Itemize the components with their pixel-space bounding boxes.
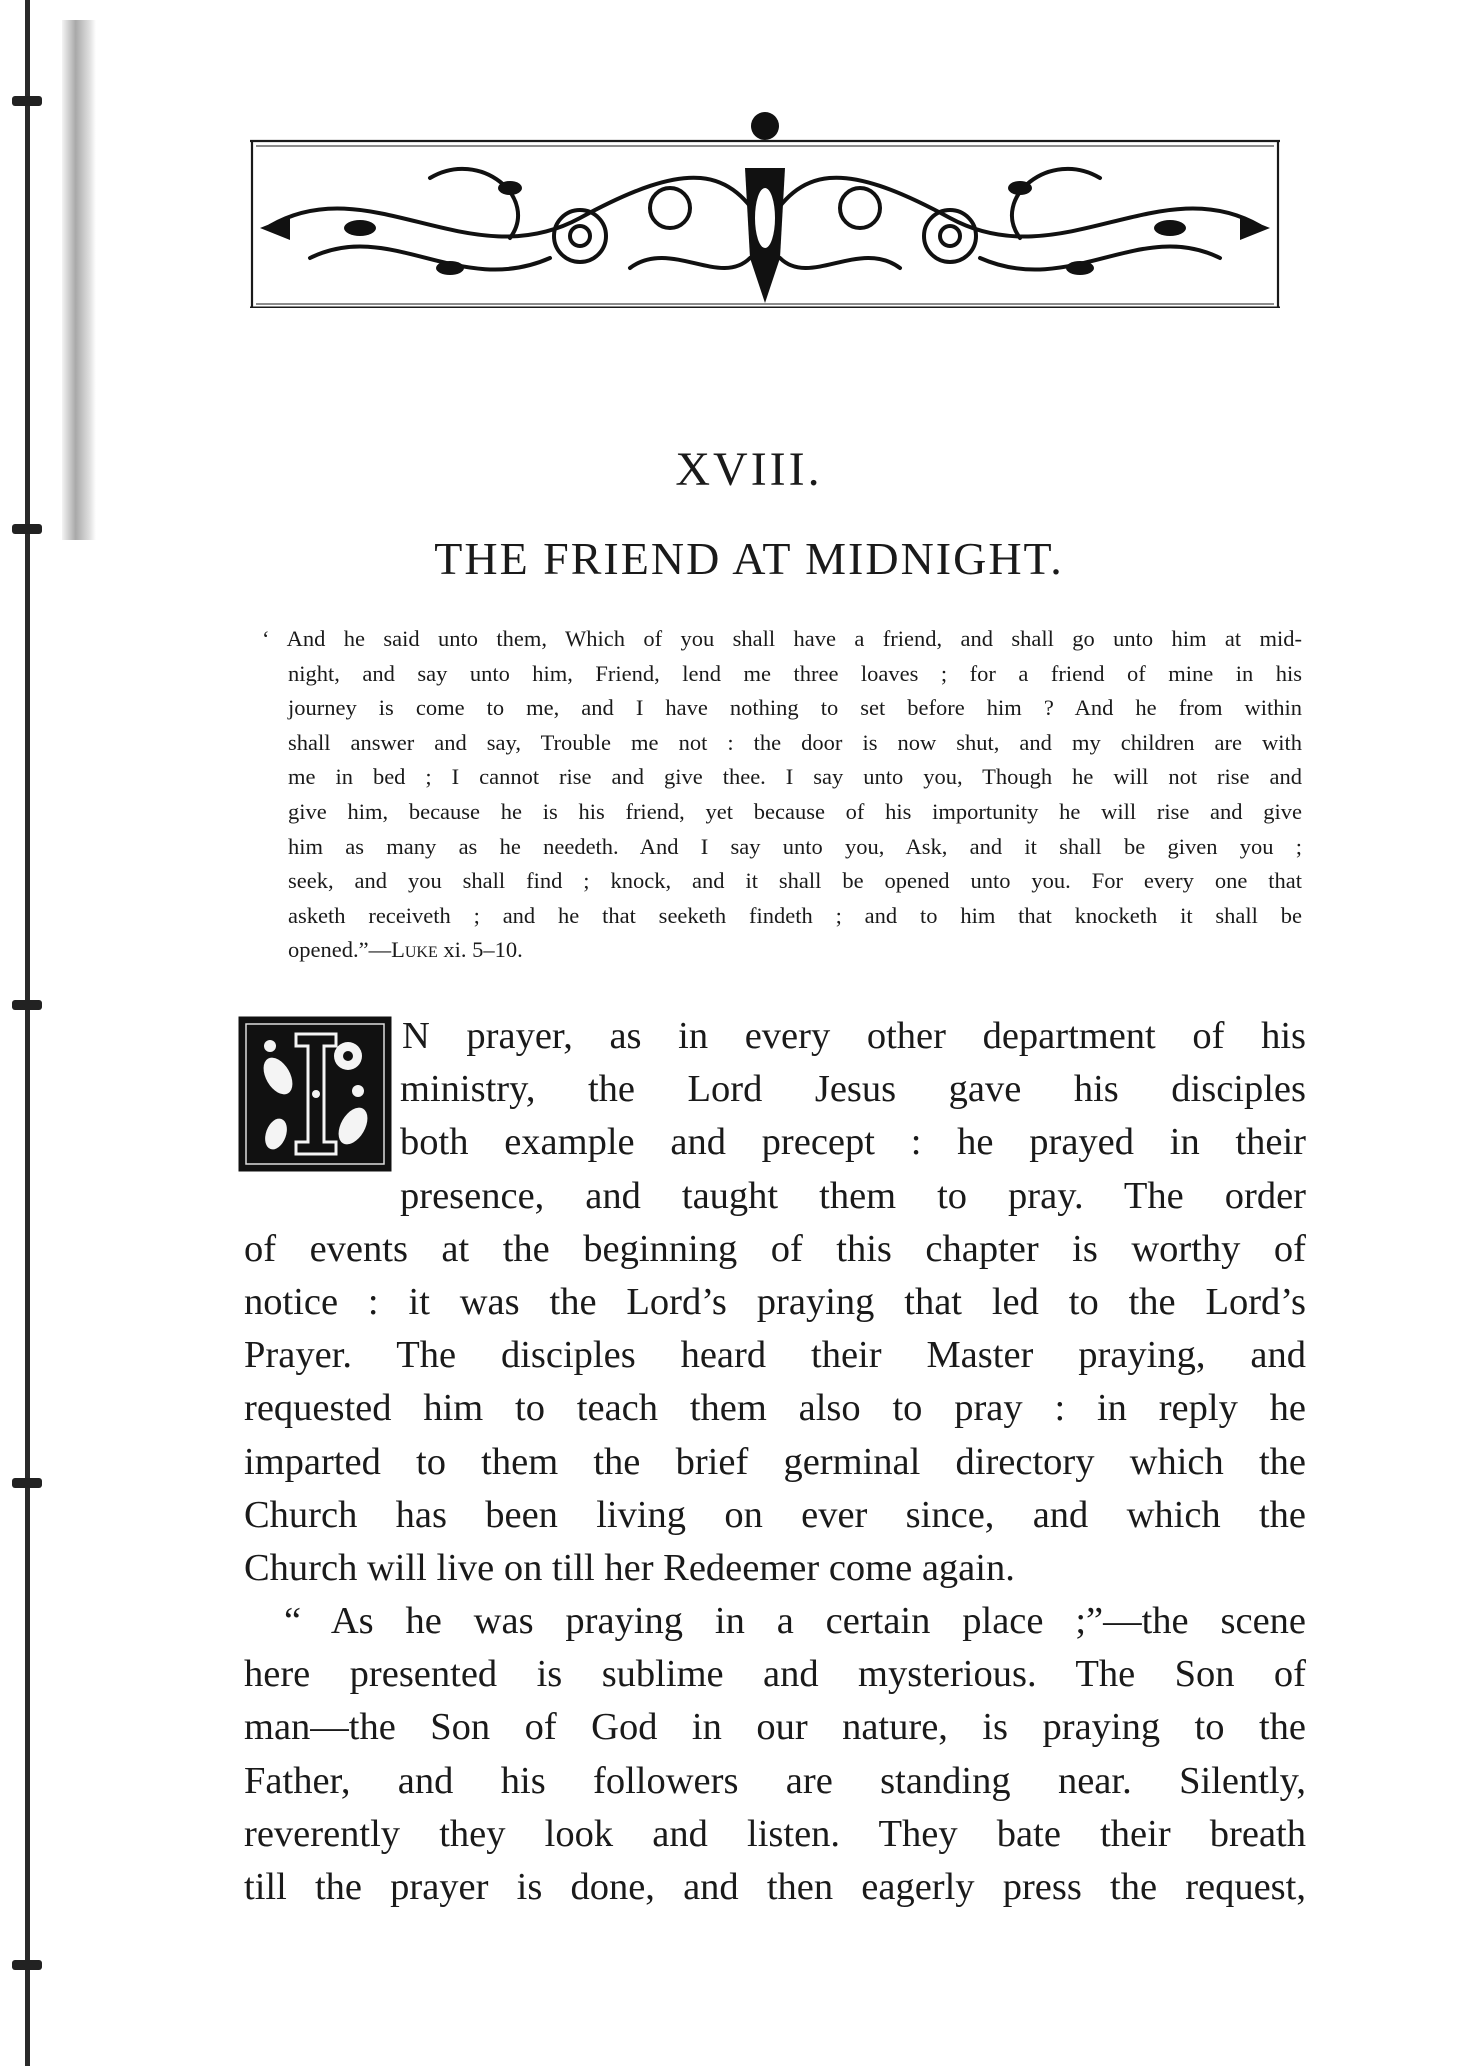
body-line: Prayer. The disciples heard their Master praying, and <box>244 1334 1306 1377</box>
epigraph-line: shall answer and say, Trouble me not : the door is now shut, and my children are with <box>288 729 1302 755</box>
body-line: ministry, the Lord Jesus gave his disciples <box>400 1068 1306 1111</box>
epigraph-line: him as many as he needeth. And I say unto you, Ask, and it shall be given you ; <box>288 833 1302 859</box>
epigraph-line: seek, and you shall find ; knock, and it shall be opened unto you. For every one that <box>288 868 1302 894</box>
epigraph-line: me in bed ; I cannot rise and give thee. I say unto you, Though he will not rise and <box>288 764 1302 790</box>
epigraph-quotation <box>262 622 1302 968</box>
body-line: Church has been living on ever since, and which the <box>244 1493 1306 1536</box>
binding-knot <box>12 96 42 106</box>
body-line: here presented is sublime and mysterious. The Son of <box>244 1653 1306 1696</box>
epigraph-line <box>288 933 1302 968</box>
epigraph-last-text: opened.”— <box>288 937 392 963</box>
page-binding-edge <box>0 0 110 2066</box>
epigraph-citation-ref: xi. 5–10. <box>437 937 523 963</box>
body-line: till the prayer is done, and then eagerly press the request, <box>244 1866 1306 1908</box>
epigraph-line: asketh receiveth ; and he that seeketh findeth ; and to him that knocketh it shall be <box>288 902 1302 928</box>
binding-knot <box>12 1478 42 1488</box>
epigraph-line: journey is come to me, and I have nothing to set before him ? And he from within <box>288 695 1302 721</box>
binding-thread <box>25 0 30 2066</box>
body-line: Church will live on till her Redeemer come again. <box>244 1546 1015 1589</box>
chapter-title: THE FRIEND AT MIDNIGHT. <box>434 533 1064 584</box>
chapter-number: XVIII. <box>675 443 823 496</box>
body-line: N prayer, as in every other department of his <box>402 1015 1306 1057</box>
body-line: “ As he was praying in a certain place ;”—the scene <box>284 1600 1306 1643</box>
body-line: presence, and taught them to pray. The order <box>400 1174 1306 1217</box>
binding-knot <box>12 1000 42 1010</box>
body-line: imparted to them the brief germinal directory which the <box>244 1440 1306 1483</box>
body-line: requested him to teach them also to pray : in reply he <box>244 1387 1306 1430</box>
epigraph-line: give him, because he is his friend, yet because of his importunity he will rise and give <box>288 798 1302 824</box>
binding-knot <box>12 1960 42 1970</box>
body-line: man—the Son of God in our nature, is praying to the <box>244 1706 1306 1749</box>
body-line: reverently they look and listen. They bate their breath <box>244 1812 1306 1855</box>
chapter-body <box>244 1010 1306 1914</box>
headpiece-ornament-icon <box>250 108 1280 308</box>
epigraph-line: night, and say unto him, Friend, lend me three loaves ; for a friend of mine in his <box>288 660 1302 686</box>
epigraph-line: ‘ And he said unto them, Which of you shall have a friend, and shall go unto him at mid- <box>262 626 1302 651</box>
body-line: Father, and his followers are standing near. Silently, <box>244 1759 1306 1802</box>
body-line: of events at the beginning of this chapter is worthy of <box>244 1227 1306 1270</box>
epigraph-citation: Luke <box>391 937 438 963</box>
body-line: both example and precept : he prayed in their <box>400 1121 1306 1164</box>
body-line: notice : it was the Lord’s praying that led to the Lord’s <box>244 1280 1306 1323</box>
